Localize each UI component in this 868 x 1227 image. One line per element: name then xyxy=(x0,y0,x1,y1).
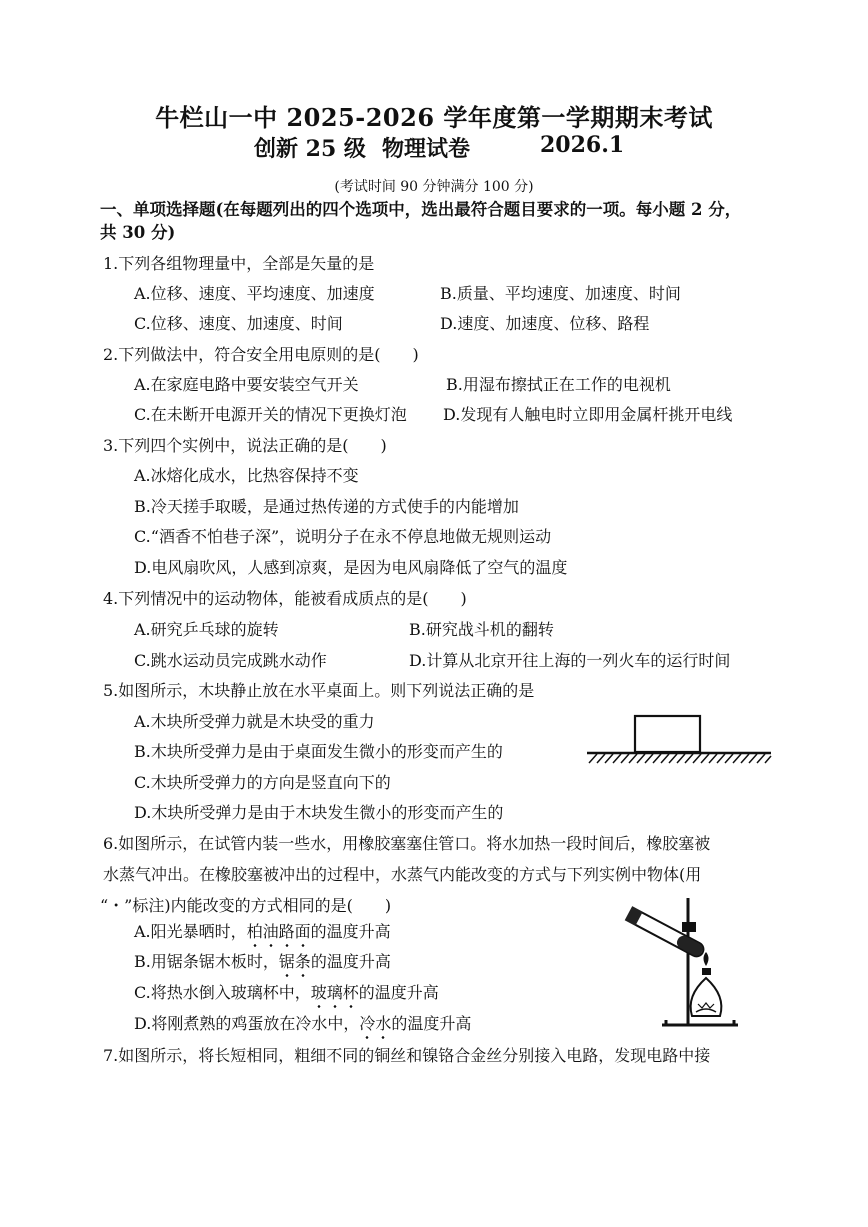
emphasis-dots: 柏油路面 xyxy=(246,922,311,941)
class-label: 创新 25 级 xyxy=(254,136,366,162)
alcohol-lamp xyxy=(691,978,722,1016)
block-on-table-figure xyxy=(585,710,775,772)
question-5-stem: 5.如图所示，木块静止放在水平桌面上。则下列说法正确的是 xyxy=(103,681,535,700)
question-3-option-a: A.冰熔化成水，比热容保持不变 xyxy=(134,466,359,485)
question-6-option-c: C.将热水倒入玻璃杯中，玻璃杯的温度升高 xyxy=(134,983,439,1002)
question-6-option-a: A.阳光暴晒时，柏油路面的温度升高 xyxy=(134,922,391,941)
question-1-option-d: D.速度、加速度、位移、路程 xyxy=(440,314,650,333)
question-6-option-b: B.用锯条锯木板时，锯条的温度升高 xyxy=(134,952,391,971)
exam-title: 牛栏山一中 2025-2026 学年度第一学期期末考试 xyxy=(155,103,713,132)
question-2-option-b: B.用湿布擦拭正在工作的电视机 xyxy=(446,375,671,394)
question-6-stem-line-3: “・”标注)内能改变的方式相同的是( ) xyxy=(100,896,392,915)
question-2-stem: 2.下列做法中，符合安全用电原则的是( ) xyxy=(103,345,419,364)
emphasis-dots: 玻璃杯 xyxy=(310,983,359,1002)
question-1-option-a: A.位移、速度、平均速度、加速度 xyxy=(134,284,375,303)
exam-time-note: (考试时间 90 分钟满分 100 分) xyxy=(334,179,534,195)
question-1-option-b: B.质量、平均速度、加速度、时间 xyxy=(440,284,681,303)
clamp xyxy=(682,922,696,932)
question-2-option-c: C.在未断开电源开关的情况下更换灯泡 xyxy=(134,405,407,424)
flame xyxy=(704,952,709,966)
question-3-option-b: B.冷天搓手取暖，是通过热传递的方式使手的内能增加 xyxy=(134,497,519,516)
emphasis-dots: 锯条 xyxy=(278,952,311,971)
question-5-option-a: A.木块所受弹力就是木块受的重力 xyxy=(134,712,375,731)
question-4-stem: 4.下列情况中的运动物体，能被看成质点的是( ) xyxy=(103,589,467,608)
question-5-option-c: C.木块所受弹力的方向是竖直向下的 xyxy=(134,773,391,792)
emphasis-dots: 冷水 xyxy=(359,1014,392,1033)
block xyxy=(635,716,700,752)
question-3-option-c: C.“酒香不怕巷子深”，说明分子在永不停息地做无规则运动 xyxy=(134,527,552,546)
question-3-stem: 3.下列四个实例中，说法正确的是( ) xyxy=(103,436,387,455)
question-3-option-d: D.电风扇吹风，人感到凉爽，是因为电风扇降低了空气的温度 xyxy=(134,558,568,577)
test-tube-heating-figure xyxy=(622,896,742,1031)
test-tube xyxy=(625,906,707,960)
question-7-stem: 7.如图所示，将长短相同，粗细不同的铜丝和镍铬合金丝分别接入电路，发现电路中接 xyxy=(103,1046,711,1065)
question-2-option-d: D.发现有人触电时立即用金属杆挑开电线 xyxy=(443,405,733,424)
question-4-option-a: A.研究乒乓球的旋转 xyxy=(134,620,279,639)
subject-label: 物理试卷 xyxy=(382,136,471,162)
question-6-stem-line-1: 6.如图所示，在试管内装一些水，用橡胶塞塞住管口。将水加热一段时间后，橡胶塞被 xyxy=(103,834,711,853)
question-4-option-d: D.计算从北京开往上海的一列火车的运行时间 xyxy=(409,651,731,670)
question-4-option-b: B.研究战斗机的翻转 xyxy=(409,620,554,639)
date-label: 2026.1 xyxy=(540,132,625,158)
question-5-option-b: B.木块所受弹力是由于桌面发生微小的形变而产生的 xyxy=(134,742,503,761)
question-1-option-c: C.位移、速度、加速度、时间 xyxy=(134,314,343,333)
question-6-option-d: D.将刚煮熟的鸡蛋放在冷水中，冷水的温度升高 xyxy=(134,1014,472,1033)
table-hatching xyxy=(589,754,771,763)
question-2-option-a: A.在家庭电路中要安装空气开关 xyxy=(134,375,359,394)
section-heading-cont: 共 30 分) xyxy=(100,223,176,242)
section-heading: 一、单项选择题(在每题列出的四个选项中，选出最符合题目要求的一项。每小题 2 分， xyxy=(100,200,742,219)
question-6-stem-line-2: 水蒸气冲出。在橡胶塞被冲出的过程中，水蒸气内能改变的方式与下列实例中物体(用 xyxy=(103,865,702,884)
question-5-option-d: D.木块所受弹力是由于木块发生微小的形变而产生的 xyxy=(134,803,504,822)
question-1-stem: 1.下列各组物理量中，全部是矢量的是 xyxy=(103,254,375,273)
question-4-option-c: C.跳水运动员完成跳水动作 xyxy=(134,651,327,670)
